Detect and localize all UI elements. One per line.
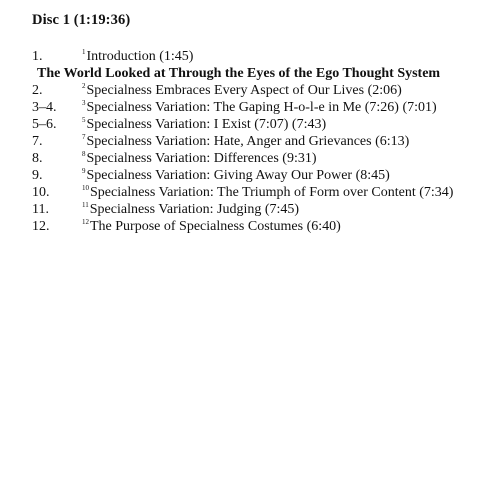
track-title: Introduction (1:45) (86, 49, 194, 64)
list-item (32, 133, 472, 150)
track-title: Specialness Variation: Hate, Anger and Grievances (6:13) (86, 134, 410, 149)
track-superscript: 7 (82, 133, 86, 141)
track-title: Specialness Variation: The Gaping H-o-l-e in Me (7:26) (7:01) (86, 100, 437, 115)
track-number: 1. (32, 49, 43, 64)
track-superscript: 8 (82, 150, 86, 158)
list-item (32, 48, 472, 65)
track-superscript: 10 (82, 184, 89, 192)
track-superscript: 1 (82, 48, 86, 56)
track-number: 7. (32, 134, 43, 149)
list-item (32, 201, 472, 218)
track-list (32, 48, 472, 235)
track-superscript: 3 (82, 99, 86, 107)
track-title: The Purpose of Specialness Costumes (6:40) (90, 219, 341, 234)
track-title: Specialness Embraces Every Aspect of Our Lives (2:06) (86, 83, 402, 98)
track-title: Specialness Variation: I Exist (7:07) (7:43) (86, 117, 327, 132)
track-number: 2. (32, 83, 43, 98)
track-number: 8. (32, 151, 43, 166)
list-item (32, 184, 472, 201)
section-heading: The World Looked at Through the Eyes of the Ego Thought System (37, 66, 441, 81)
track-superscript: 11 (82, 201, 89, 209)
list-item (32, 218, 472, 235)
track-superscript: 2 (82, 82, 86, 90)
track-superscript: 9 (82, 167, 86, 175)
track-number: 3–4. (32, 100, 57, 115)
list-item (32, 167, 472, 184)
list-item (32, 150, 472, 167)
disc-title: Disc 1 (1:19:36) (32, 12, 131, 28)
track-title: Specialness Variation: The Triumph of Form over Content (7:34) (90, 185, 454, 200)
track-title: Specialness Variation: Giving Away Our Power (8:45) (86, 168, 390, 183)
track-title: Specialness Variation: Differences (9:31) (86, 151, 317, 166)
list-item (32, 99, 472, 116)
track-entry (82, 218, 341, 237)
track-superscript: 5 (82, 116, 86, 124)
list-item (32, 116, 472, 133)
track-number: 11. (32, 202, 49, 217)
track-title: Specialness Variation: Judging (7:45) (89, 202, 300, 217)
track-superscript: 12 (82, 218, 89, 226)
track-number: 9. (32, 168, 43, 183)
track-number: 12. (32, 219, 50, 234)
track-number: 10. (32, 185, 50, 200)
list-item (32, 82, 472, 99)
track-number: 5–6. (32, 117, 57, 132)
